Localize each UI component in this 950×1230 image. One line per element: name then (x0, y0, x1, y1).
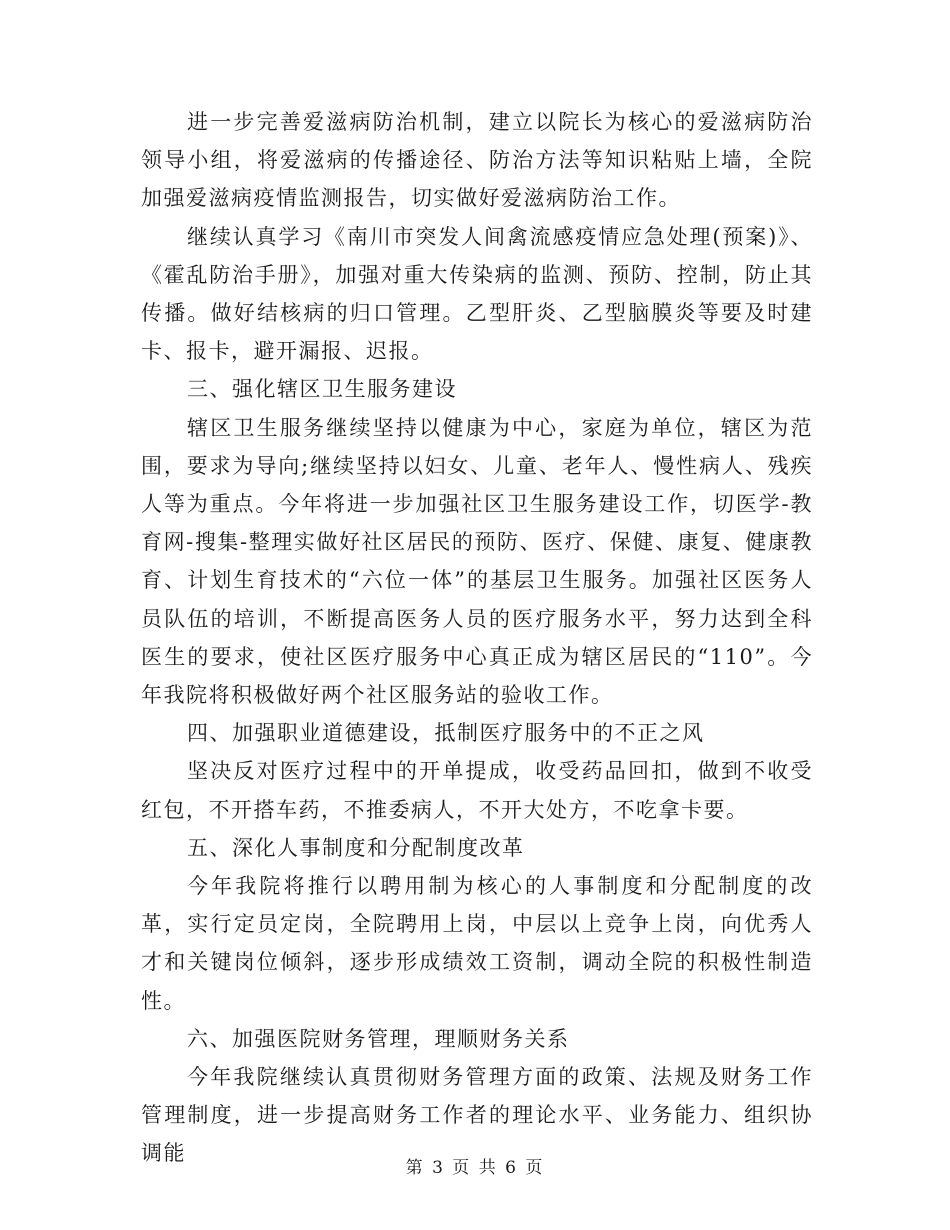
section-heading-financial-management: 六、加强医院财务管理，理顺财务关系 (187, 1026, 570, 1051)
document-body (141, 103, 813, 1173)
paragraph-personnel-reform: 今年我院将推行以聘用制为核心的人事制度和分配制度的改革，实行定员定岗，全院聘用上岗，中层以上竞争上岗，向优秀人才和关键岗位倾斜，逐步形成绩效工资制，调动全院的积极性制造性。 (141, 874, 813, 1013)
section-heading-community-health: 三、强化辖区卫生服务建设 (187, 377, 457, 402)
paragraph-aids-prevention: 进一步完善爱滋病防治机制，建立以院长为核心的爱滋病防治领导小组，将爱滋病的传播途径、防治方法等知识粘贴上墙，全院加强爱滋病疫情监测报告，切实做好爱滋病防治工作。 (141, 110, 813, 211)
paragraph-financial-management: 今年我院继续认真贯彻财务管理方面的政策、法规及财务工作管理制度，进一步提高财务工作者的理论水平、业务能力、组织协调能 (141, 1065, 813, 1166)
paragraph-infectious-disease: 继续认真学习《南川市突发人间禽流感疫情应急处理(预案)》、《霍乱防治手册》，加强对重大传染病的监测、预防、控制，防止其传播。做好结核病的归口管理。乙型肝炎、乙型脑膜炎等要及时建卡、报卡，避开漏报、迟报。 (141, 224, 813, 364)
paragraph-professional-ethics: 坚决反对医疗过程中的开单提成，收受药品回扣，做到不收受红包，不开搭车药，不推委病人，不开大处方，不吃拿卡要。 (141, 759, 813, 822)
paragraph-community-health: 辖区卫生服务继续坚持以健康为中心，家庭为单位，辖区为范围，要求为导向;继续坚持以妇女、儿童、老年人、慢性病人、残疾人等为重点。今年将进一步加强社区卫生服务建设工作，切医学-教育网-搜集-整理实做好社区居民的预防、医疗、保健、康复、健康教育、计划生育技术的“六位一体”的基层卫生服务。加强社区医务人员队伍的培训，不断提高医务人员的医疗服务水平，努力达到全科医生的要求，使社区医疗服务中心真正成为辖区居民的“110”。今年我院将积极做好两个社区服务站的验收工作。 (141, 415, 813, 708)
section-heading-professional-ethics: 四、加强职业道德建设，抵制医疗服务中的不正之风 (187, 721, 705, 746)
section-heading-personnel-reform: 五、深化人事制度和分配制度改革 (187, 835, 525, 860)
page-number-footer: 第 3 页 共 6 页 (405, 1158, 545, 1178)
